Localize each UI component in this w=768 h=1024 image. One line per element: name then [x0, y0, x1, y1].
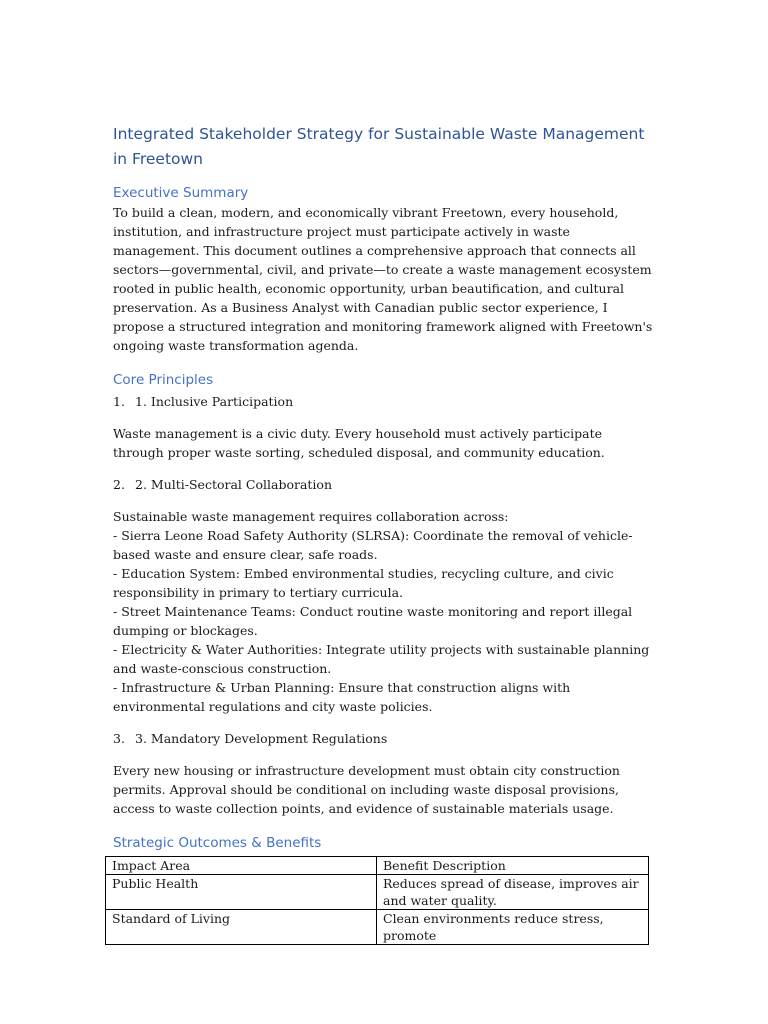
- principle-2-item: [113, 475, 653, 494]
- list-number: 3.: [113, 731, 125, 746]
- executive-summary-body: To build a clean, modern, and economically vibrant Freetown, every household, institution, and infrastructure project must participate actively in waste management. This document outlines a comprehensive approach that connects all sectors—governmental, civil, and private—to create a waste management ecosystem rooted in public health, economic opportunity, urban beautification, and cultural preservation. As a Business Analyst with Canadian public sector experience, I propose a structured integration and monitoring framework aligned with Freetown's ongoing waste transformation agenda.: [113, 205, 653, 353]
- table-header-row: [106, 857, 649, 875]
- executive-summary-heading: Executive Summary: [113, 185, 249, 201]
- table-cell: Public Health: [106, 875, 377, 910]
- principle-paragraph: - Sierra Leone Road Safety Authority (SLRSA): Coordinate the removal of vehicle-based waste and ensure clear, safe roads.: [113, 528, 633, 562]
- table-cell: Clean environments reduce stress, promote: [377, 910, 649, 945]
- principle-paragraph: - Electricity & Water Authorities: Integrate utility projects with sustainable planning and waste-conscious construction.: [113, 642, 650, 676]
- core-principles-heading: Core Principles: [113, 372, 214, 388]
- list-number: 2.: [113, 477, 125, 492]
- list-label: 2. Multi-Sectoral Collaboration: [135, 477, 332, 492]
- document-body: [113, 122, 653, 945]
- table-header-cell: Benefit Description: [377, 857, 649, 875]
- table-cell: Standard of Living: [106, 910, 377, 945]
- list-number: 1.: [113, 394, 125, 409]
- document-title: Integrated Stakeholder Strategy for Sustainable Waste Management in Freetown: [113, 125, 645, 168]
- principle-1-item: [113, 392, 653, 411]
- principle-paragraph: - Infrastructure & Urban Planning: Ensure that construction aligns with environmental regulations and city waste policies.: [113, 680, 571, 714]
- principle-paragraph: Waste management is a civic duty. Every household must actively participate through proper waste sorting, scheduled disposal, and community education.: [113, 426, 605, 460]
- principle-paragraph: - Education System: Embed environmental studies, recycling culture, and civic responsibility in primary to tertiary curricula.: [113, 566, 614, 600]
- table-header-cell: Impact Area: [106, 857, 377, 875]
- table-row: [106, 910, 649, 945]
- principle-paragraph: Every new housing or infrastructure development must obtain city construction permits. Approval should be conditional on including waste disposal provisions, access to waste collection points, and evidence of sustainable materials usage.: [113, 763, 620, 816]
- principle-paragraph: Sustainable waste management requires collaboration across:: [113, 509, 509, 524]
- principle-3-item: [113, 729, 653, 748]
- table-cell: Reduces spread of disease, improves air and water quality.: [377, 875, 649, 910]
- table-row: [106, 875, 649, 910]
- strategic-outcomes-heading: Strategic Outcomes & Benefits: [113, 835, 322, 851]
- list-label: 3. Mandatory Development Regulations: [135, 731, 388, 746]
- list-label: 1. Inclusive Participation: [135, 394, 294, 409]
- principle-paragraph: - Street Maintenance Teams: Conduct routine waste monitoring and report illegal dumping or blockages.: [113, 604, 633, 638]
- outcomes-table: [105, 856, 649, 945]
